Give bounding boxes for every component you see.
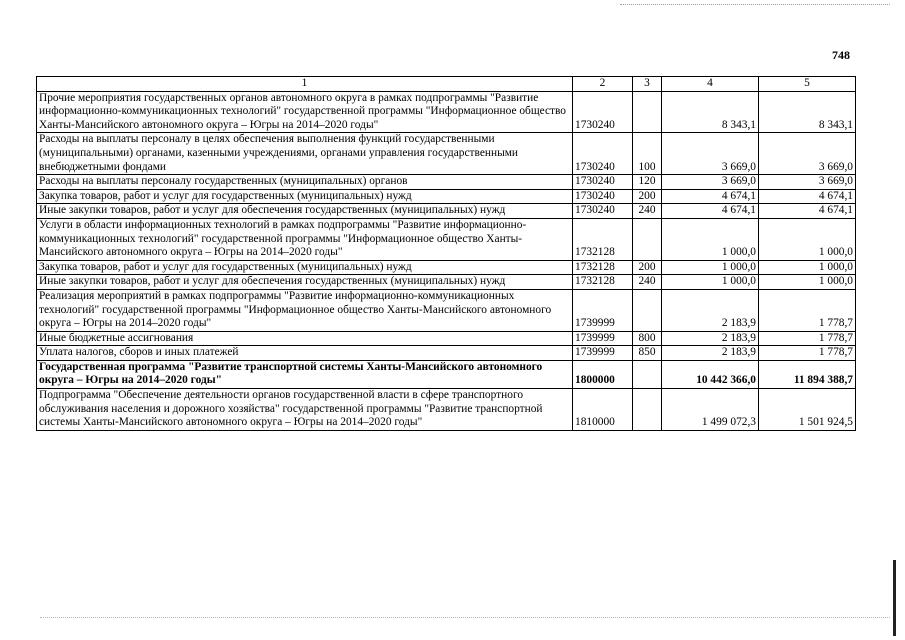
table-row bbox=[37, 91, 856, 133]
table-row bbox=[37, 346, 856, 361]
row-sum-2015: 1 501 924,5 bbox=[759, 389, 856, 431]
scan-artifact-top bbox=[620, 4, 890, 5]
row-sum-2015: 1 778,7 bbox=[759, 331, 856, 346]
row-code: 1739999 bbox=[573, 289, 633, 331]
row-kvr: 850 bbox=[633, 346, 662, 361]
row-sum-2015: 11 894 388,7 bbox=[759, 360, 856, 388]
table-header-row bbox=[37, 77, 856, 92]
table-row bbox=[37, 204, 856, 219]
row-sum-2014: 1 000,0 bbox=[662, 275, 759, 290]
table-row bbox=[37, 260, 856, 275]
header-col-3: 3 bbox=[633, 77, 662, 92]
page-number: 748 bbox=[832, 48, 850, 62]
header-col-2: 2 bbox=[573, 77, 633, 92]
table-row bbox=[37, 189, 856, 204]
row-description: Подпрограмма "Обеспечение деятельности органов государственной власти в сфере транспортного обслуживания населения и дорожного хозяйства" государственной программы "Развитие транспортной системы Ханты-Мансийского автономного округа – Югры на 2014–2020 годы" bbox=[37, 389, 573, 431]
row-description: Государственная программа "Развитие транспортной системы Ханты-Мансийского автономного округа – Югры на 2014–2020 годы" bbox=[37, 360, 573, 388]
row-description: Закупка товаров, работ и услуг для государственных (муниципальных) нужд bbox=[37, 189, 573, 204]
row-sum-2015: 3 669,0 bbox=[759, 133, 856, 175]
scan-artifact-edge bbox=[893, 560, 896, 636]
row-kvr: 800 bbox=[633, 331, 662, 346]
row-sum-2015: 4 674,1 bbox=[759, 204, 856, 219]
header-col-5: 5 bbox=[759, 77, 856, 92]
row-description: Иные закупки товаров, работ и услуг для обеспечения государственных (муниципальных) нужд bbox=[37, 275, 573, 290]
row-kvr: 200 bbox=[633, 189, 662, 204]
row-code: 1732128 bbox=[573, 218, 633, 260]
row-sum-2015: 3 669,0 bbox=[759, 175, 856, 190]
row-kvr: 120 bbox=[633, 175, 662, 190]
row-sum-2014: 2 183,9 bbox=[662, 331, 759, 346]
row-sum-2015: 1 000,0 bbox=[759, 275, 856, 290]
table-row bbox=[37, 175, 856, 190]
row-sum-2015: 8 343,1 bbox=[759, 91, 856, 133]
row-sum-2014: 1 000,0 bbox=[662, 218, 759, 260]
row-description: Услуги в области информационных технологий в рамках подпрограммы "Развитие информационно-коммуникационных технологий" государственной программы "Информационное общество Ханты-Мансийского автономного округа – Югры на 2014–2020 годы" bbox=[37, 218, 573, 260]
row-sum-2014: 8 343,1 bbox=[662, 91, 759, 133]
row-description: Расходы на выплаты персоналу в целях обеспечения выполнения функций государственными (муниципальными) органами, казенными учреждениями, органами управления государственными внебюджетными фондами bbox=[37, 133, 573, 175]
row-kvr: 100 bbox=[633, 133, 662, 175]
row-sum-2015: 1 778,7 bbox=[759, 346, 856, 361]
row-sum-2014: 1 000,0 bbox=[662, 260, 759, 275]
row-description: Расходы на выплаты персоналу государственных (муниципальных) органов bbox=[37, 175, 573, 190]
row-description: Реализация мероприятий в рамках подпрограммы "Развитие информационно-коммуникационных технологий" государственной программы "Информационное общество Ханты-Мансийского автономного округа – Югры на 2014–2020 годы" bbox=[37, 289, 573, 331]
row-code: 1730240 bbox=[573, 91, 633, 133]
row-code: 1732128 bbox=[573, 260, 633, 275]
row-code: 1730240 bbox=[573, 189, 633, 204]
row-description: Закупка товаров, работ и услуг для государственных (муниципальных) нужд bbox=[37, 260, 573, 275]
row-code: 1810000 bbox=[573, 389, 633, 431]
row-code: 1730240 bbox=[573, 204, 633, 219]
table-body bbox=[37, 77, 856, 431]
row-code: 1739999 bbox=[573, 346, 633, 361]
row-code: 1800000 bbox=[573, 360, 633, 388]
row-sum-2014: 4 674,1 bbox=[662, 189, 759, 204]
row-sum-2014: 3 669,0 bbox=[662, 133, 759, 175]
row-sum-2014: 1 499 072,3 bbox=[662, 389, 759, 431]
row-kvr: 240 bbox=[633, 204, 662, 219]
row-sum-2014: 2 183,9 bbox=[662, 346, 759, 361]
table-row bbox=[37, 360, 856, 388]
row-kvr bbox=[633, 289, 662, 331]
row-code: 1730240 bbox=[573, 175, 633, 190]
row-sum-2014: 2 183,9 bbox=[662, 289, 759, 331]
table-row bbox=[37, 275, 856, 290]
row-sum-2015: 1 000,0 bbox=[759, 218, 856, 260]
header-col-1: 1 bbox=[37, 77, 573, 92]
row-kvr bbox=[633, 389, 662, 431]
table-row bbox=[37, 331, 856, 346]
budget-table bbox=[36, 76, 856, 431]
row-sum-2014: 4 674,1 bbox=[662, 204, 759, 219]
table-row bbox=[37, 218, 856, 260]
row-kvr bbox=[633, 360, 662, 388]
row-kvr bbox=[633, 218, 662, 260]
row-sum-2015: 1 778,7 bbox=[759, 289, 856, 331]
row-description: Прочие мероприятия государственных органов автономного округа в рамках подпрограммы "Развитие информационно-коммуникационных технологий" государственной программы "Информационное общество Ханты-Мансийского автономного округа – Югры на 2014–2020 годы" bbox=[37, 91, 573, 133]
row-kvr: 200 bbox=[633, 260, 662, 275]
row-sum-2015: 4 674,1 bbox=[759, 189, 856, 204]
row-code: 1739999 bbox=[573, 331, 633, 346]
table-row bbox=[37, 133, 856, 175]
row-sum-2014: 3 669,0 bbox=[662, 175, 759, 190]
header-col-4: 4 bbox=[662, 77, 759, 92]
row-code: 1730240 bbox=[573, 133, 633, 175]
table-row bbox=[37, 289, 856, 331]
row-description: Иные бюджетные ассигнования bbox=[37, 331, 573, 346]
row-code: 1732128 bbox=[573, 275, 633, 290]
scan-artifact-bottom bbox=[40, 617, 890, 618]
row-description: Уплата налогов, сборов и иных платежей bbox=[37, 346, 573, 361]
row-sum-2014: 10 442 366,0 bbox=[662, 360, 759, 388]
row-kvr: 240 bbox=[633, 275, 662, 290]
row-description: Иные закупки товаров, работ и услуг для обеспечения государственных (муниципальных) нужд bbox=[37, 204, 573, 219]
row-sum-2015: 1 000,0 bbox=[759, 260, 856, 275]
table-row bbox=[37, 389, 856, 431]
row-kvr bbox=[633, 91, 662, 133]
